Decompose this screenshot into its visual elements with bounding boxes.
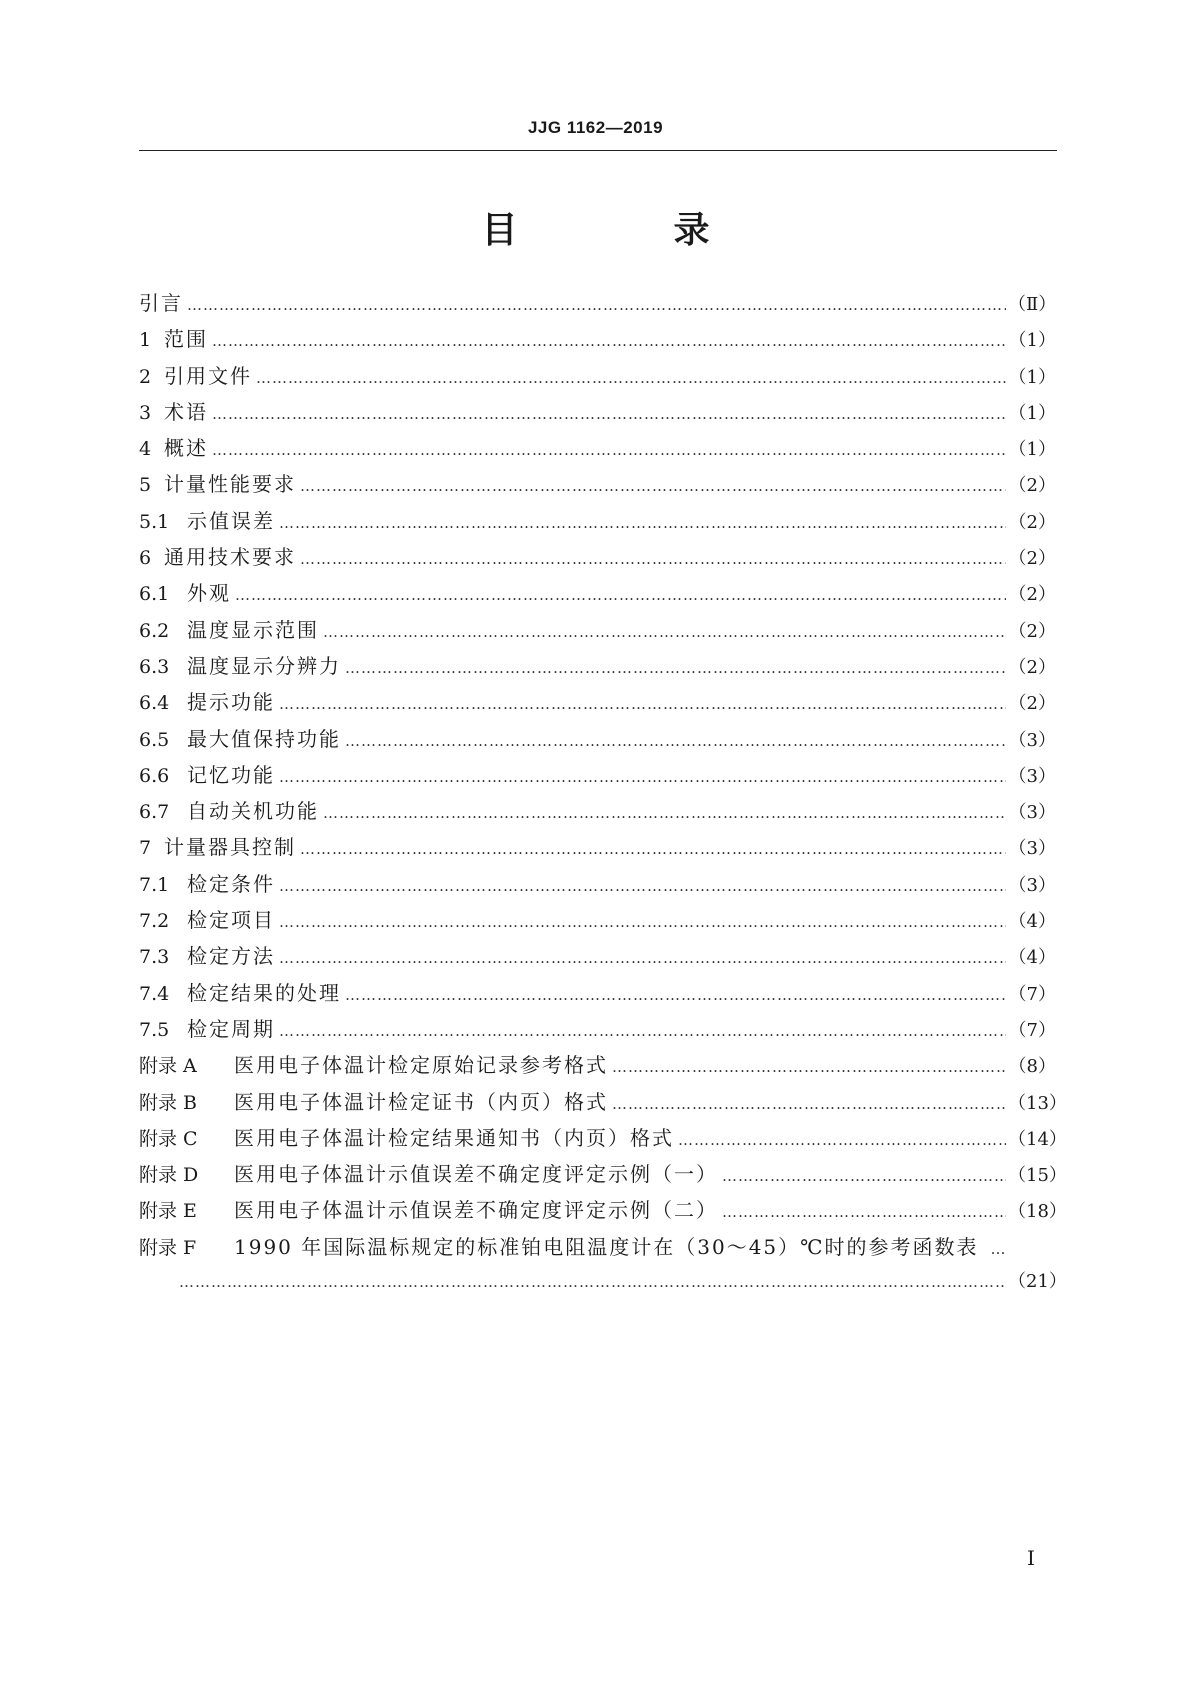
toc-entry-title: 温度显示范围 xyxy=(187,617,319,642)
header-code: JJG 1162—2019 xyxy=(527,118,664,137)
toc-entry-page: （Ⅱ） xyxy=(1008,294,1057,315)
toc-leader xyxy=(212,405,1006,423)
toc-entry[interactable] xyxy=(139,977,1056,1013)
toc-entry-page: （14） xyxy=(1008,1128,1067,1150)
toc-entry-page: （2） xyxy=(1008,548,1056,570)
toc-entry[interactable] xyxy=(139,432,1056,468)
toc-entry-title: 提示功能 xyxy=(187,690,275,715)
toc-leader xyxy=(345,732,1006,750)
toc-entry-title: 计量性能要求 xyxy=(164,472,296,497)
toc-entry-number: 4 xyxy=(139,438,152,461)
toc-entry-number: 6.1 xyxy=(139,583,170,606)
toc-entry-title: 记忆功能 xyxy=(187,762,275,787)
toc-leader xyxy=(300,550,1006,568)
toc-leader xyxy=(722,1167,1006,1185)
toc-entry-title: 概述 xyxy=(164,436,208,461)
toc-entry-number: 附录 F xyxy=(139,1236,197,1259)
toc-entry-appendix-f-continued[interactable] xyxy=(139,1267,1067,1303)
toc-entry-page: （1） xyxy=(1008,402,1056,424)
toc-trailing-dots: … xyxy=(990,1239,1006,1258)
toc-entry[interactable] xyxy=(139,831,1056,867)
toc-entry-number: 7 xyxy=(139,837,152,860)
toc-entry-page: （2） xyxy=(1008,475,1056,497)
toc-entry-page: （3） xyxy=(1008,838,1056,860)
toc-leader xyxy=(323,804,1006,822)
toc-entry-number: 7.5 xyxy=(139,1018,170,1041)
toc-leader xyxy=(279,514,1006,532)
toc-entry-title: 术语 xyxy=(164,399,208,424)
toc-entry-number: 7.2 xyxy=(139,910,170,933)
toc-leader xyxy=(279,1022,1006,1040)
toc-entry-page: （2） xyxy=(1008,511,1056,533)
toc-entry[interactable] xyxy=(139,614,1056,650)
toc-entry-page: （2） xyxy=(1008,620,1056,642)
toc-entry[interactable] xyxy=(139,940,1056,976)
page-title: 目 录 xyxy=(481,210,770,251)
toc-entry-number: 1 xyxy=(139,329,152,352)
toc-entry-page: （1） xyxy=(1008,330,1056,352)
toc-leader xyxy=(212,441,1006,459)
toc-leader xyxy=(279,695,1006,713)
toc-entry-title: 1990 年国际温标规定的标准铂电阻温度计在（30～45）℃时的参考函数表 xyxy=(234,1234,979,1259)
toc-entry[interactable] xyxy=(139,1122,1067,1158)
toc-entry[interactable] xyxy=(139,795,1056,831)
toc-entry-number: 附录 A xyxy=(139,1055,197,1078)
toc-entry[interactable] xyxy=(139,287,1056,323)
toc-entry-number: 6.6 xyxy=(139,764,170,787)
toc-leader xyxy=(300,840,1006,858)
toc-entry-page: （18） xyxy=(1008,1201,1067,1223)
toc-entry-title: 医用电子体温计示值误差不确定度评定示例（二） xyxy=(234,1198,718,1223)
toc-entry-number: 附录 C xyxy=(139,1127,198,1150)
toc-entry-page: （1） xyxy=(1008,439,1056,461)
toc-entry-page: （4） xyxy=(1008,911,1056,933)
toc-entry-page: （2） xyxy=(1008,693,1056,715)
toc-entry-page: （7） xyxy=(1008,1019,1056,1041)
toc-entry-title: 范围 xyxy=(164,327,208,352)
toc-entry-number: 6.2 xyxy=(139,619,170,642)
toc-leader xyxy=(345,986,1006,1004)
toc-entry[interactable] xyxy=(139,1086,1067,1122)
toc-entry-page: （3） xyxy=(1008,729,1056,751)
toc-entry-page: （1） xyxy=(1008,366,1056,388)
toc-entry[interactable] xyxy=(139,323,1056,359)
toc-entry[interactable] xyxy=(139,1194,1067,1230)
toc-leader xyxy=(300,477,1006,495)
toc-entry-title: 通用技术要求 xyxy=(164,545,296,570)
toc-entry-page: （13） xyxy=(1008,1092,1067,1114)
toc-entry-title: 最大值保持功能 xyxy=(187,726,341,751)
toc-entry-title: 医用电子体温计检定原始记录参考格式 xyxy=(234,1053,608,1078)
toc-entry-title: 检定结果的处理 xyxy=(187,980,341,1005)
toc-leader xyxy=(279,913,1006,931)
toc-entry-number: 附录 B xyxy=(139,1091,198,1114)
toc-leader xyxy=(678,1131,1006,1149)
toc-leader xyxy=(612,1058,1006,1076)
toc-entry[interactable] xyxy=(139,759,1056,795)
toc-entry[interactable] xyxy=(139,686,1056,722)
toc-entry-title: 检定周期 xyxy=(187,1016,275,1041)
toc-entry-number: 5.1 xyxy=(139,510,170,533)
toc-entry-page: （4） xyxy=(1008,947,1056,969)
page-number: Ⅰ xyxy=(1027,1546,1035,1570)
toc-leader xyxy=(256,369,1006,387)
toc-leader xyxy=(279,949,1006,967)
toc-entry-number: 附录 E xyxy=(139,1200,197,1223)
toc-entry-page: （3） xyxy=(1008,874,1056,896)
toc-entry-page: （21） xyxy=(1008,1271,1067,1293)
toc-entry-number: 3 xyxy=(139,401,152,424)
toc-entry[interactable] xyxy=(139,904,1056,940)
toc-entry-number: 2 xyxy=(139,365,152,388)
toc-entry-page: （8） xyxy=(1008,1056,1056,1078)
toc-entry-number: 5 xyxy=(139,474,152,497)
toc-entry[interactable] xyxy=(139,650,1056,686)
toc-entry-title: 自动关机功能 xyxy=(187,799,319,824)
toc-entry[interactable] xyxy=(139,1158,1067,1194)
toc-entry-title: 外观 xyxy=(187,581,231,606)
toc-entry-title: 医用电子体温计检定结果通知书（内页）格式 xyxy=(234,1125,674,1150)
toc-leader xyxy=(722,1203,1006,1221)
toc-entry-title: 医用电子体温计示值误差不确定度评定示例（一） xyxy=(234,1162,718,1187)
toc-leader xyxy=(323,623,1006,641)
toc-entry[interactable] xyxy=(139,541,1056,577)
toc-entry[interactable] xyxy=(139,505,1056,541)
toc-entry-number: 7.1 xyxy=(139,873,170,896)
toc-entry-page: （3） xyxy=(1008,765,1056,787)
table-of-contents xyxy=(139,287,1067,1303)
toc-entry-page: （2） xyxy=(1008,584,1056,606)
toc-entry-number: 6.7 xyxy=(139,801,170,824)
toc-entry[interactable] xyxy=(139,468,1056,504)
toc-entry-title: 医用电子体温计检定证书（内页）格式 xyxy=(234,1089,608,1114)
toc-entry-number: 6.3 xyxy=(139,655,170,678)
toc-entry-title: 示值误差 xyxy=(187,508,275,533)
toc-entry-title: 检定方法 xyxy=(187,944,275,969)
toc-leader xyxy=(345,659,1006,677)
toc-entry-number: 6 xyxy=(139,547,152,570)
toc-entry-number: 附录 D xyxy=(139,1164,199,1187)
toc-leader xyxy=(187,296,1006,314)
toc-entry-number: 7.3 xyxy=(139,946,170,969)
toc-entry-title: 计量器具控制 xyxy=(164,835,296,860)
toc-entry-page: （3） xyxy=(1008,802,1056,824)
toc-entry-number: 6.4 xyxy=(139,692,170,715)
toc-entry[interactable] xyxy=(139,577,1056,613)
toc-entry-page: （7） xyxy=(1008,983,1056,1005)
toc-leader xyxy=(612,1095,1006,1113)
toc-entry-page: （2） xyxy=(1008,656,1056,678)
toc-entry-number: 7.4 xyxy=(139,982,170,1005)
toc-entry-appendix-f[interactable] xyxy=(139,1231,1056,1267)
toc-entry-page: （15） xyxy=(1008,1165,1067,1187)
toc-entry-title: 引言 xyxy=(139,291,183,315)
toc-leader xyxy=(212,332,1006,350)
toc-leader xyxy=(179,1273,1006,1291)
header-rule xyxy=(139,150,1057,151)
toc-entry-title: 检定条件 xyxy=(187,871,275,896)
toc-entry[interactable] xyxy=(139,360,1056,396)
toc-entry-title: 检定项目 xyxy=(187,908,275,933)
toc-entry-number: 6.5 xyxy=(139,728,170,751)
toc-leader xyxy=(235,586,1006,604)
toc-entry-title: 温度显示分辨力 xyxy=(187,653,341,678)
toc-entry[interactable] xyxy=(139,723,1056,759)
toc-entry[interactable] xyxy=(139,1049,1056,1085)
toc-leader xyxy=(279,877,1006,895)
toc-entry[interactable] xyxy=(139,1013,1056,1049)
toc-entry[interactable] xyxy=(139,396,1056,432)
toc-entry[interactable] xyxy=(139,868,1056,904)
toc-entry-title: 引用文件 xyxy=(164,363,252,388)
toc-leader xyxy=(279,768,1006,786)
